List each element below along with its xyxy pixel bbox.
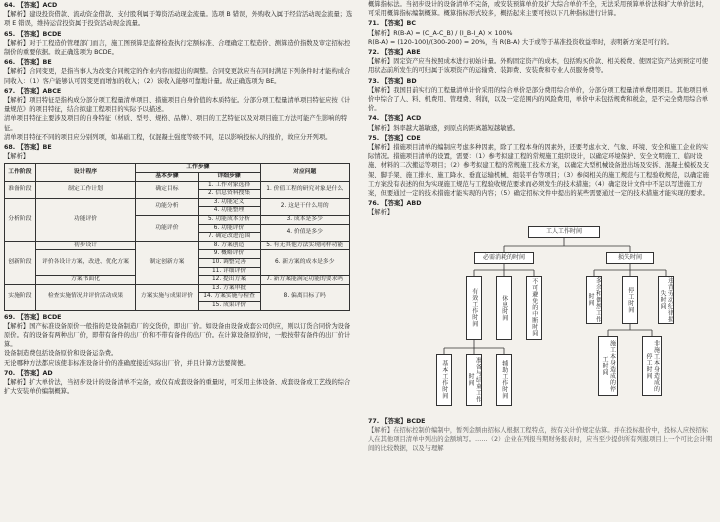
analysis-74: 【解析】斜率越大越敏感，到原点的距离越短越敏感。	[368, 124, 520, 132]
cell-detail: 6. 功能评价	[198, 224, 260, 233]
cell-detail: 9. 概略评价	[198, 250, 260, 259]
cell-procedure: 制定工作计划	[35, 181, 135, 198]
node-extra-work-time: 多余和偶然工作时间	[587, 276, 602, 323]
cell-phase: 创新阶段	[5, 241, 36, 284]
th-procedure: 设计程序	[35, 164, 135, 181]
answer-77: 77. 【答案】BCDE	[368, 417, 426, 425]
th-detail: 详细步骤	[198, 173, 260, 182]
cell-detail: 10. 调整完善	[198, 258, 260, 267]
th-steps: 工作步骤	[136, 164, 260, 173]
analysis-75: 【解析】措施项目清单的编制应考虑多种因素，除了工程本身的因素外，还要考虑水文、气象、环境、安全和施工企业的实际情况。措施项目清单的设置，需要：（1）参考拟建工程的常规施工组织设计，以确定环境保护、安全文明施工、临时设施、材料的二次搬运等项目；（2）参考拟建工程的常规施工技术方案，以确定大型机械设备进出场及安拆、混凝土模板及支架、脚手架、施工排水、施工降水、垂直运输机械、组装平台等项目；（3）参阅相关的施工规范与工程验收规范，以确定施工方案没有表述的但为实现施工规范与工程验收规范要求而必须发生的技术措施；（4）确定设计文件中不足以写进施工方案，但要通过一定的技术措施才能实现的内容；（5）确定招标文件中提出的某些需要通过一定的技术措施才能实现的要求。	[368, 144, 709, 198]
analysis-68-label: 【解析】	[4, 153, 30, 161]
analysis-69b: 设备制造费包括设备原价和设备运杂费。	[4, 350, 118, 358]
node-lost-time: 损失时间	[606, 252, 654, 264]
cell-detail: 12. 提出方案	[198, 276, 260, 285]
cell-procedure: 评价各设计方案，改进、优化方案	[35, 250, 135, 276]
cell-problem: 5. 有无其他方法实现同样功能	[260, 241, 350, 250]
answer-65: 65. 【答案】BCDE	[4, 30, 62, 38]
analysis-76-label: 【解析】	[368, 209, 394, 217]
analysis-67c: 清单项目特征不同的项目应分别列项，如基础工程，仅混凝土强度等级不同，足以影响投标人的报价，故应分开列项。	[4, 133, 332, 141]
cell-problem: 7. 新方案能满足功能的要求吗	[260, 276, 350, 285]
left-column	[4, 0, 354, 396]
analysis-64: 【解析】建设投资借款、流动资金借款、支付股利属于筹资活动现金流量。选项 B 错误，外购收入属于经营活动现金流量；选项 E 错误，维持运营投资属于投资活动现金流量。	[4, 11, 353, 28]
intro-paragraph: 概算指标法。当初步设计的设备清单不完备，或安装预算单价及扩大综合单价不全，无法采用预算单价法和扩大单价法时，可采用概算指标编制概算。概算指标形式较多，概括起来主要可按以下几种指标进行计算。	[368, 1, 709, 18]
th-phase: 工作阶段	[5, 164, 36, 181]
formula-71a: 【解析】R(B-A) = (C_A-C_B) / (I_B-I_A) × 100%	[368, 29, 513, 37]
answer-64: 64. 【答案】ACD	[4, 2, 58, 9]
analysis-69a: 【解析】国产标准设备原价一般指的是设备制造厂的交货价，即出厂价。如设备由设备成套公司供应，则以订货合同价为设备原价。有的设备有两种出厂价，即带有备件的出厂价和不带有备件的出厂价。在计算设备原价时，一般按带有备件的出厂价计算。	[4, 322, 351, 349]
cell-detail: 11. 详细评价	[198, 267, 260, 276]
work-time-diagram	[368, 220, 714, 416]
cell-detail: 15. 成果评价	[198, 301, 260, 310]
analysis-72: 【解析】固定资产应当按照成本进行初始计量。外购固定资产的成本，包括购买价款、相关税费、使固定资产达到预定可使用状态前所发生的可归属于该项资产的运输费、装卸费、安装费和专业人员服务费等。	[368, 58, 709, 75]
formula-71b: R(B-A) = (120-100)/(300-200) = 20%，当 R(B-A) 大于或等于基准投资收益率时，表明新方案是可行的。	[368, 38, 673, 46]
cell-detail: 8. 方案创造	[198, 241, 260, 250]
node-stoppage-time: 停工时间	[622, 276, 638, 324]
cell-basic: 方案实施与成果评价	[136, 284, 198, 310]
analysis-65: 【解析】对于工程造价管理部门而言，施工图预算是监督检查执行定额标准、合理确定工程造价、测算造价指数及审定招标控制价的重要依据。故正确选项为 BCDE。	[4, 39, 351, 57]
answer-66: 66. 【答案】BE	[4, 59, 52, 67]
cell-phase: 准备阶段	[5, 181, 36, 198]
node-interrupt-time: 不可避免的中断时间	[526, 276, 542, 340]
analysis-66: 【解析】合同变更，是指当事人为改变合同规定的作业内容而提出的调整。合同变更款应当在同时满足下列条件时才能构成合同收入：（1）客户能够认可因变更而增加的收入；（2）该收入能够可靠地计量。故正确选项为 BE。	[4, 68, 351, 85]
cell-problem: 4. 价值是多少	[260, 224, 350, 241]
cell-detail: 1. 工作对象选择	[198, 181, 260, 190]
cell-basic: 制定创新方案	[136, 241, 198, 284]
cell-basic: 功能评价	[136, 216, 198, 242]
cell-detail: 14. 方案实施与检查	[198, 293, 260, 302]
value-engineering-table	[4, 163, 350, 310]
node-auxiliary-time: 辅助工作时间	[496, 354, 512, 406]
analysis-67a: 【解析】项目特征是指构成分部分项工程量清单项目、措施项目自身价值的本质特征。分部分项工程量清单项目特征应按《计量规范》的项目特征，结合拟建工程项目的实际予以描述。	[4, 97, 351, 114]
cell-detail: 7. 确定改进范围	[198, 233, 260, 242]
th-basic: 基本步骤	[136, 173, 198, 182]
node-discipline-loss-time: 违背劳动纪律损失时间	[659, 276, 674, 323]
cell-problem: 8. 偏离目标了吗	[260, 284, 350, 310]
cell-problem: 3. 成本是多少	[260, 216, 350, 225]
right-column	[368, 0, 714, 453]
cell-detail: 2. 信息资料搜集	[198, 190, 260, 199]
answer-70: 70. 【答案】AD	[4, 369, 53, 377]
node-prep-finish-time: 准备与结束工作时间	[466, 354, 482, 406]
answer-69: 69. 【答案】BCDE	[4, 313, 62, 321]
cell-detail: 5. 功能成本分析	[198, 216, 260, 225]
cell-basic: 功能分析	[136, 198, 198, 215]
node-necessary-time: 必需消耗的时间	[474, 252, 534, 264]
answer-71: 71. 【答案】BC	[368, 20, 416, 28]
analysis-77: 【解析】在招标控制价编制中，暂列金额由招标人根据工程特点，按有关计价规定估算。并在投标报价中，投标人应按招标人在其他项目清单中列出的金额填写。……（2）企业在列报当期财务报表时，应当至少提供所有列报项目上一个可比会计期间的比较数据，以及与理解	[368, 426, 713, 453]
node-basic-work-time: 基本工作时间	[436, 354, 452, 406]
cell-procedure: 方案书面化	[35, 276, 135, 285]
answer-72: 72. 【答案】ABE	[368, 49, 421, 57]
cell-phase: 分析阶段	[5, 198, 36, 241]
cell-procedure: 初步设计	[35, 241, 135, 250]
cell-problem: 6. 新方案的成本是多少	[260, 250, 350, 276]
answer-67: 67. 【答案】ABCE	[4, 87, 62, 95]
cell-phase: 实施阶段	[5, 284, 36, 310]
cell-procedure: 检查实施情况并评价活动成果	[35, 284, 135, 310]
answer-75: 75. 【答案】CDE	[368, 134, 421, 142]
analysis-73: 【解析】我国目前实行的工程量清单计价采用的综合单价是部分费用综合单价，分部分项工程量清单费用项目。其他项目单价中综合了人、料、机费用、管理费、利润，以及一定范围内的风险费用，单价中未包括规费和税金，是不完全费用综合单价。	[368, 86, 709, 113]
analysis-70: 【解析】扩大单价法，当初步设计的设备清单不完备，或仅有成套设备的重量时，可采用主体设备、成套设备或工艺线的综合扩大安装单价编制概算。	[4, 378, 351, 396]
cell-detail: 4. 功能整理	[198, 207, 260, 216]
analysis-69c: 无论哪种方法都应该使非标准设备计价的准确度接近实际出厂价，并且计算方法要简便。	[4, 359, 250, 367]
cell-detail: 3. 功能定义	[198, 198, 260, 207]
node-non-construction-stoppage: 非施工本身造成的停工时间	[642, 336, 662, 396]
answer-74: 74. 【答案】ACD	[368, 115, 422, 123]
answer-68: 68. 【答案】BE	[4, 144, 52, 152]
cell-procedure: 功能评价	[35, 198, 135, 241]
analysis-67b: 清单项目特征主要涉及项目的自身特征（材质、型号、规格、品牌）、项目的工艺特征以及对项目施工方法可能产生影响的特征。	[4, 115, 348, 132]
cell-detail: 13. 方案审批	[198, 284, 260, 293]
answer-76: 76. 【答案】ABD	[368, 200, 422, 208]
cell-basic: 确定目标	[136, 181, 198, 198]
node-effective-time: 有效工作时间	[466, 276, 482, 340]
answer-73: 73. 【答案】BD	[368, 77, 417, 85]
cell-problem: 2. 这是干什么用的	[260, 198, 350, 215]
node-rest-time: 休息时间	[496, 276, 512, 340]
node-construction-stoppage: 施工本身造成的停工时间	[598, 336, 618, 396]
node-root: 工人工作时间	[528, 226, 600, 238]
cell-problem: 1. 价值工程的研究对象是什么	[260, 181, 350, 198]
th-problem: 对应问题	[260, 164, 350, 181]
